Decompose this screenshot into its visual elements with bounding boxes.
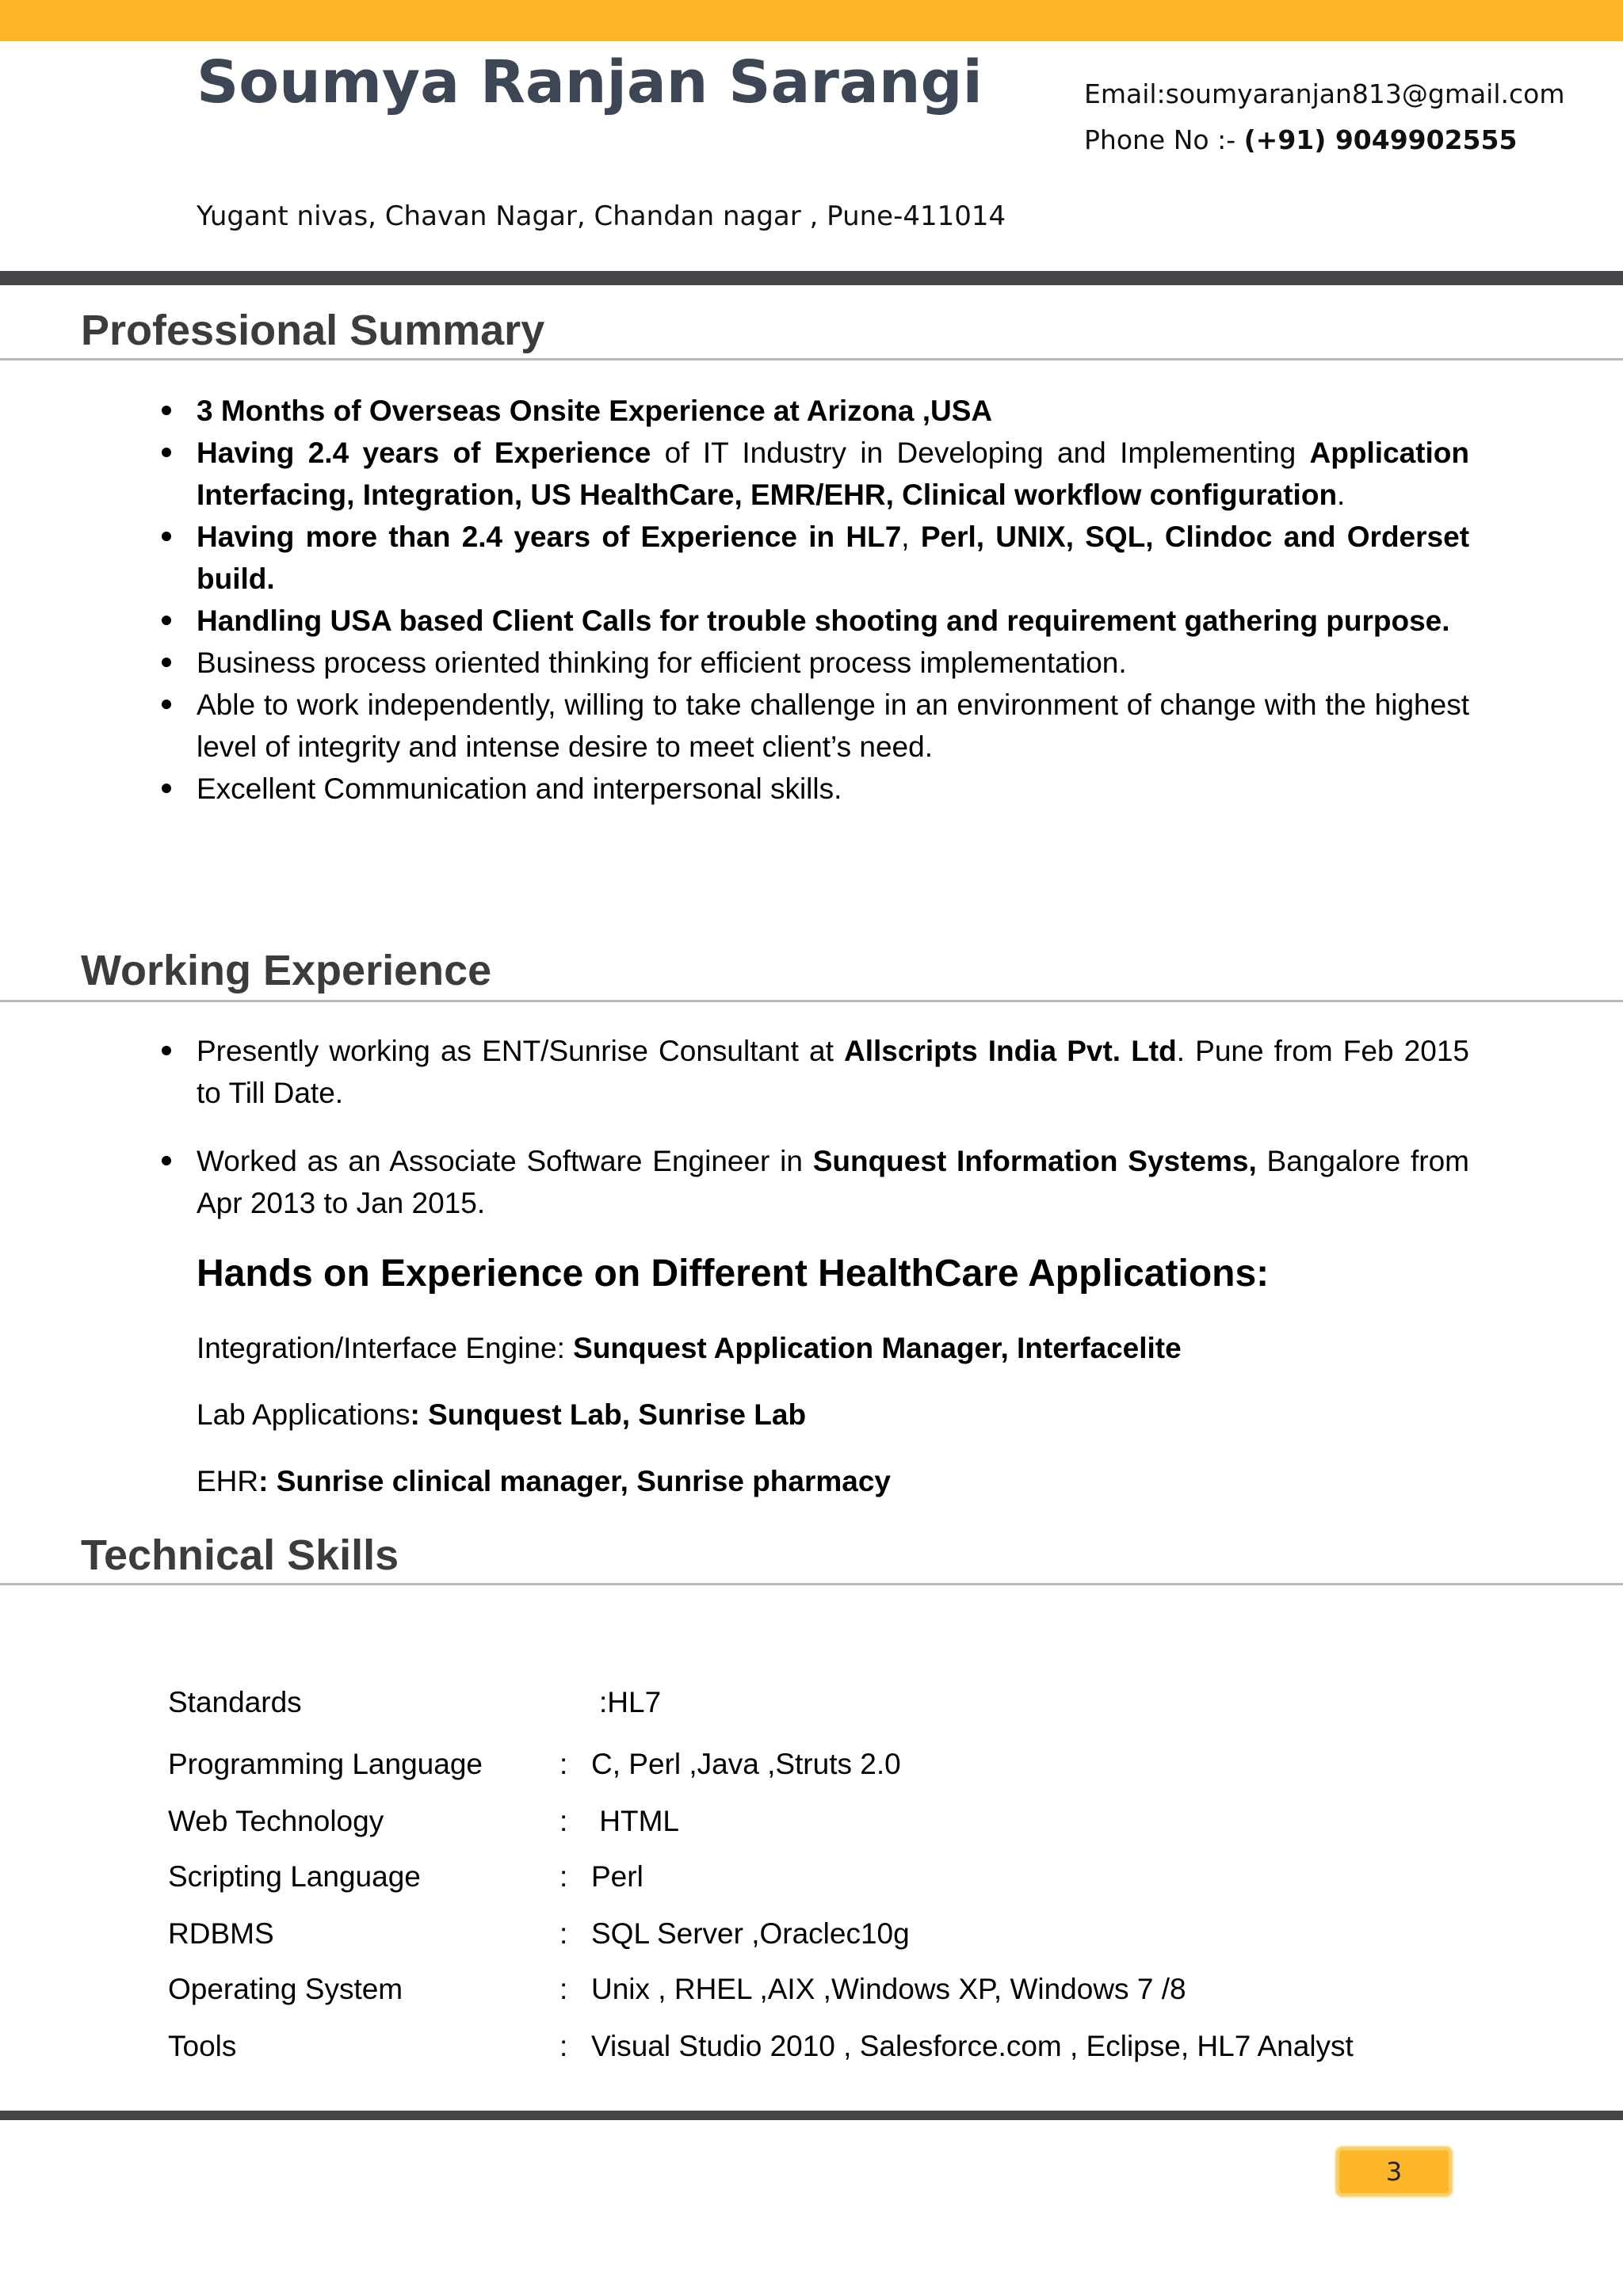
skill-separator: : (559, 1973, 568, 2005)
list-item: Able to work independently, willing to take challenge in an environment of change with the highest level of integrity and intense desire to meet client’s need. (197, 684, 1469, 768)
company-name: Sunquest Information Systems, (812, 1145, 1257, 1177)
skill-label: Tools (168, 2030, 237, 2062)
phone-line (1084, 117, 1565, 163)
skill-separator: : (559, 1805, 568, 1837)
list-item: Presently working as ENT/Sunrise Consultant at Allscripts India Pvt. Ltd. Pune from Feb 2015 to Till Date. (197, 1030, 1469, 1114)
phone-number: (+91) 9049902555 (1243, 124, 1518, 155)
skill-separator: : (559, 1748, 568, 1780)
page-number: 3 (1336, 2147, 1452, 2196)
skill-label: Operating System (168, 1973, 403, 2005)
footer-divider (0, 2111, 1623, 2120)
section-title-skills: Technical Skills (81, 1531, 399, 1579)
skill-label: Standards (168, 1686, 302, 1718)
skill-value: Visual Studio 2010 , Salesforce.com , Eclipse, HL7 Analyst (591, 2030, 1354, 2062)
hands-on-heading: Hands on Experience on Different HealthCare Applications: (197, 1253, 1270, 1295)
skill-value: HTML (591, 1805, 679, 1837)
skill-value: Perl (591, 1860, 643, 1893)
phone-label: Phone No :- (1084, 124, 1244, 155)
skill-value: :HL7 (599, 1686, 662, 1718)
list-item: Having 2.4 years of Experience of IT Industry in Developing and Implementing Application Interfacing, Integration, US HealthCare, EMR/EHR, Clinical workflow configuration. (197, 432, 1469, 516)
email-text: Email:soumyaranjan813@gmail.com (1084, 78, 1565, 109)
header-divider (0, 271, 1623, 285)
list-item: Business process oriented thinking for efficient process implementation. (197, 642, 1469, 684)
skill-label: Scripting Language (168, 1860, 421, 1893)
list-item: Excellent Communication and interpersonal skills. (197, 768, 1469, 810)
summary-rule (0, 358, 1623, 360)
experience-rule (0, 1000, 1623, 1002)
list-item: 3 Months of Overseas Onsite Experience at Arizona ,USA (197, 390, 1469, 432)
app-line: Lab Applications: Sunquest Lab, Sunrise Lab (197, 1398, 807, 1431)
address-text: Yugant nivas, Chavan Nagar, Chandan nagar , Pune-411014 (197, 200, 1006, 232)
app-line: Integration/Interface Engine: Sunquest Application Manager, Interfacelite (197, 1332, 1182, 1364)
section-title-experience: Working Experience (81, 947, 492, 994)
skill-label: Web Technology (168, 1805, 384, 1837)
skill-label: Programming Language (168, 1748, 483, 1780)
list-item: Worked as an Associate Software Engineer in Sunquest Information Systems, Bangalore from Apr 2013 to Jan 2015. (197, 1140, 1469, 1224)
skill-value: SQL Server ,Oraclec10g (591, 1917, 910, 1950)
summary-list (197, 390, 1469, 810)
skill-value: C, Perl ,Java ,Struts 2.0 (591, 1748, 901, 1780)
skill-separator: : (559, 1917, 568, 1950)
candidate-name: Soumya Ranjan Sarangi (197, 48, 983, 116)
contact-block (1084, 71, 1565, 163)
company-name: Allscripts India Pvt. Ltd (844, 1035, 1177, 1067)
skill-separator: : (559, 1860, 568, 1893)
skill-separator: : (559, 2030, 568, 2062)
section-title-summary: Professional Summary (81, 307, 545, 354)
experience-list (197, 1030, 1469, 1224)
app-line: EHR: Sunrise clinical manager, Sunrise pharmacy (197, 1465, 892, 1497)
skill-value: Unix , RHEL ,AIX ,Windows XP, Windows 7 /8 (591, 1973, 1186, 2005)
skill-label: RDBMS (168, 1917, 274, 1950)
list-item: Having more than 2.4 years of Experience in HL7, Perl, UNIX, SQL, Clindoc and Orderset build. (197, 516, 1469, 600)
top-accent-bar (0, 0, 1623, 41)
list-item: Handling USA based Client Calls for trouble shooting and requirement gathering purpose. (197, 600, 1469, 642)
skills-rule (0, 1583, 1623, 1585)
